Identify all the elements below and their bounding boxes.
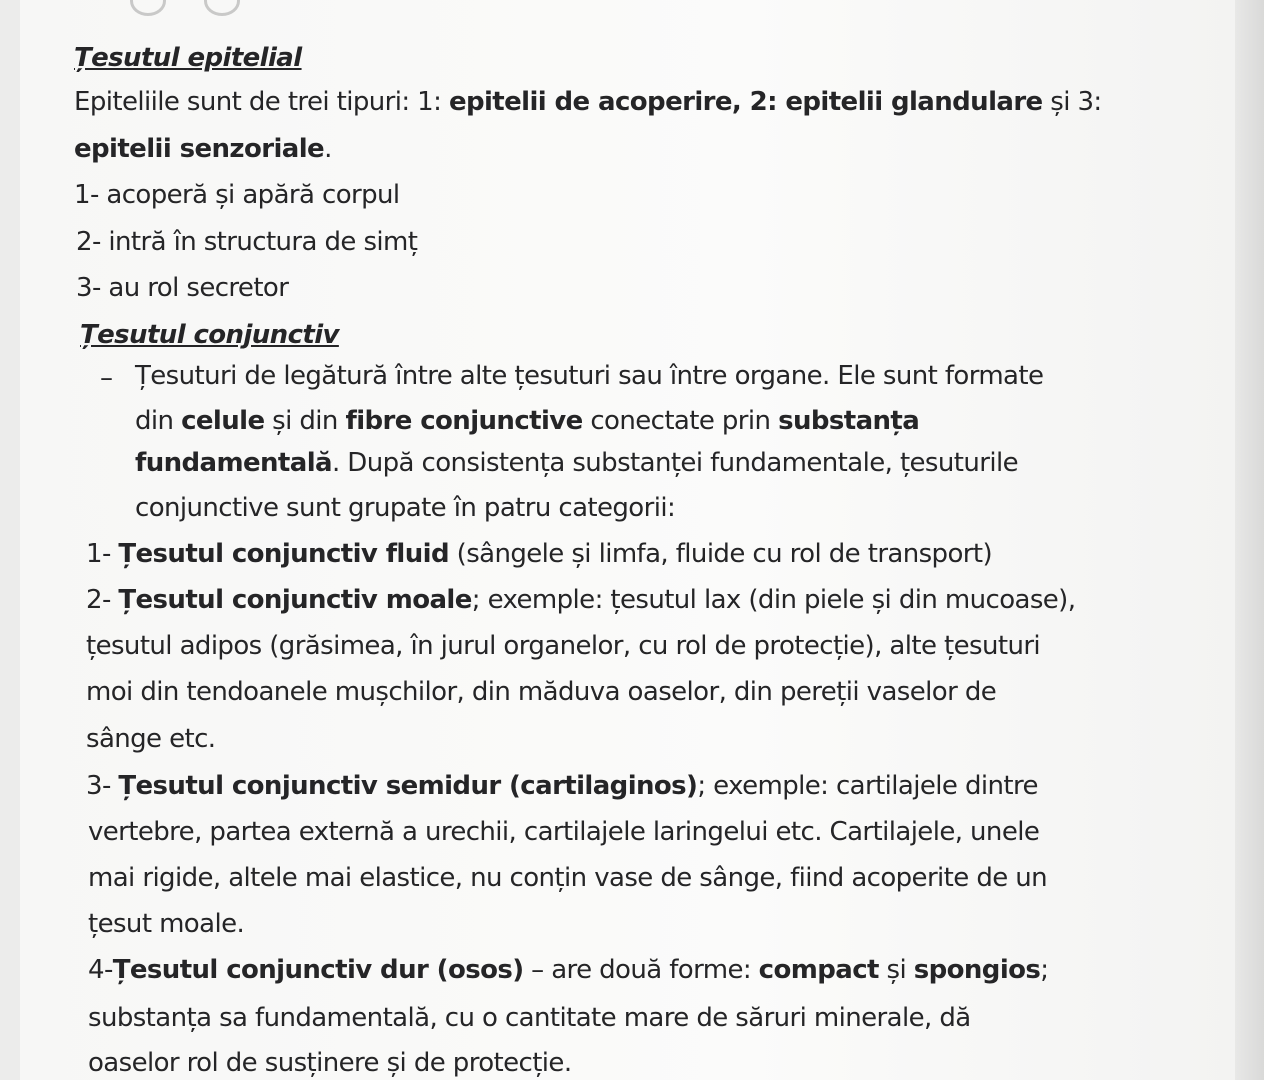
- text-segment: ; exemple: țesutul lax (din piele și din mucoase),: [471, 585, 1076, 615]
- bold-text: Țesutul conjunctiv semidur (cartilaginos): [118, 771, 698, 801]
- text-line: [135, 447, 1018, 479]
- text-segment: 2-: [86, 585, 119, 615]
- text-line: [135, 360, 1043, 392]
- heading-text: Țesutul epitelial: [74, 43, 302, 73]
- text-line: [86, 676, 996, 708]
- text-segment: . După consistența substanței fundamentale, țesuturile: [331, 448, 1018, 478]
- text-segment: 3- au rol secretor: [76, 273, 289, 303]
- text-segment: și: [878, 955, 914, 985]
- text-segment: sânge etc.: [86, 724, 216, 754]
- text-segment: 2- intră în structura de simț: [76, 227, 418, 257]
- text-segment: ; exemple: cartilajele dintre: [697, 771, 1038, 801]
- text-segment: – are două forme:: [523, 955, 759, 985]
- text-line: [86, 584, 1075, 616]
- bold-text: spongios: [913, 955, 1041, 985]
- toolbar-icon: [130, 0, 166, 16]
- text-segment: din: [135, 406, 182, 436]
- text-line: [86, 538, 992, 570]
- bold-text: Țesutul conjunctiv moale: [118, 585, 472, 615]
- text-segment: 1-: [86, 539, 119, 569]
- text-segment: Epiteliile sunt de trei tipuri: 1:: [74, 87, 449, 117]
- text-segment: 3-: [86, 771, 119, 801]
- text-segment: și din: [264, 406, 346, 436]
- text-segment: vertebre, partea externă a urechii, cartilajele laringelui etc. Cartilajele, unele: [88, 817, 1040, 847]
- section-heading: [80, 319, 339, 351]
- text-line: [88, 862, 1047, 894]
- text-line: [74, 179, 400, 211]
- bold-text: celule: [181, 406, 265, 436]
- bold-text: Țesutul conjunctiv dur (osos): [112, 955, 524, 985]
- text-segment: (sângele și limfa, fluide cu rol de transport): [448, 539, 992, 569]
- text-line: [86, 723, 215, 755]
- text-segment: ;: [1040, 955, 1049, 985]
- text-segment: 4-: [88, 955, 113, 985]
- text-line: [74, 133, 332, 165]
- list-bullet: –: [100, 363, 113, 393]
- text-line: [135, 405, 919, 437]
- text-segment: substanța sa fundamentală, cu o cantitate mare de săruri minerale, dă: [88, 1003, 971, 1033]
- text-line: [88, 1002, 971, 1034]
- text-line: [88, 816, 1039, 848]
- bold-text: Țesutul conjunctiv fluid: [118, 539, 449, 569]
- bold-text: epitelii de acoperire, 2: epitelii glandulare: [448, 87, 1043, 117]
- text-segment: conectate prin: [582, 406, 779, 436]
- text-segment: și 3:: [1042, 87, 1102, 117]
- text-line: [76, 226, 417, 258]
- text-line: [135, 492, 675, 524]
- text-line: [74, 86, 1102, 118]
- text-line: [88, 1047, 571, 1079]
- bold-text: fundamentală: [135, 448, 332, 478]
- text-line: [86, 630, 1040, 662]
- page-edge-left: [0, 0, 20, 1080]
- text-segment: țesut moale.: [88, 909, 245, 939]
- text-segment: oaselor rol de susținere și de protecție.: [88, 1048, 572, 1078]
- toolbar-icon: [204, 0, 240, 16]
- text-line: [88, 954, 1048, 986]
- text-segment: conjunctive sunt grupate în patru categorii:: [135, 493, 676, 523]
- text-line: [76, 272, 288, 304]
- section-heading: [74, 42, 302, 74]
- text-segment: țesutul adipos (grăsimea, în jurul organelor, cu rol de protecție), alte țesuturi: [86, 631, 1041, 661]
- text-segment: Țesuturi de legătură între alte țesuturi sau între organe. Ele sunt formate: [135, 361, 1044, 391]
- text-segment: .: [324, 134, 332, 164]
- toolbar-remnant: [130, 0, 240, 16]
- page-edge-right: [1235, 0, 1264, 1080]
- heading-text: Țesutul conjunctiv: [80, 320, 339, 350]
- text-line: [86, 770, 1038, 802]
- bold-text: fibre conjunctive: [345, 406, 583, 436]
- bold-text: epitelii senzoriale: [74, 134, 325, 164]
- text-line: [88, 908, 244, 940]
- text-segment: mai rigide, altele mai elastice, nu conțin vase de sânge, fiind acoperite de un: [88, 863, 1048, 893]
- bold-text: compact: [758, 955, 879, 985]
- text-segment: moi din tendoanele mușchilor, din măduva oaselor, din pereții vaselor de: [86, 677, 997, 707]
- bold-text: substanța: [778, 406, 920, 436]
- text-segment: 1- acoperă și apără corpul: [74, 180, 400, 210]
